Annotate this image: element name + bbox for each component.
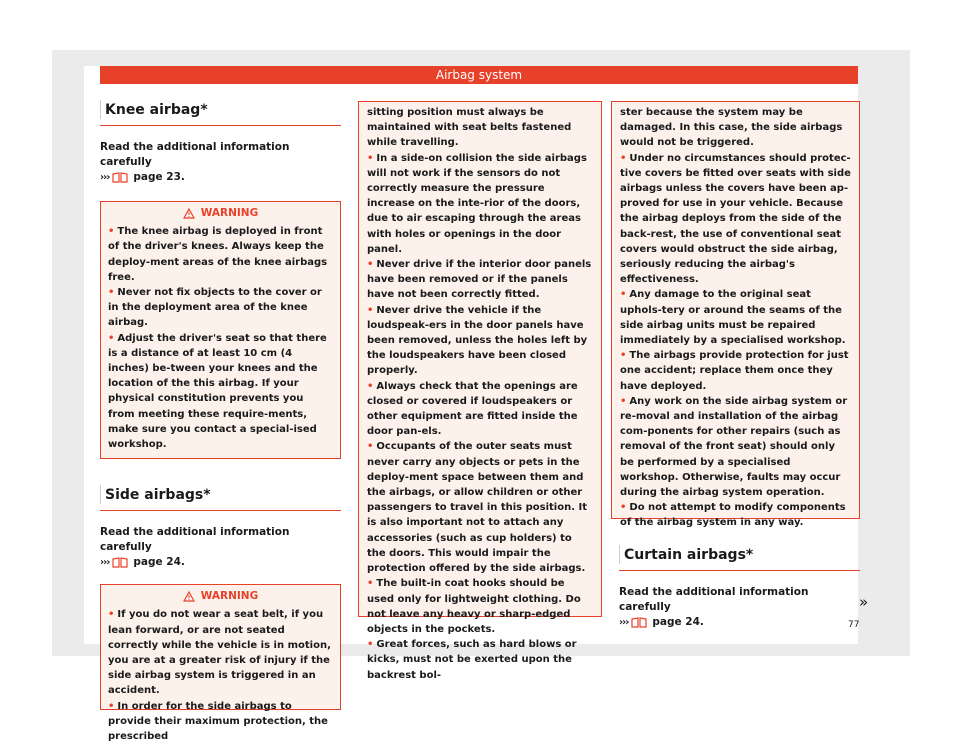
book-icon [631,617,647,628]
warning-bullet: • The built-in coat hooks should be used only for lightweight clothing. Do not leave any heavy or sharp-edged objects in the pockets. [367,578,581,635]
warning-bullet: • Any work on the side airbag system or re-moval and installation of the airbag com-ponents for other repairs (such as removal of the front seat) should only be performed by a specialised workshop. Otherwise, faults may occur during the airbag system operation. [620,395,848,499]
bullet-icon: • [367,639,374,651]
curtain-section [619,545,860,630]
continuation-text: sitting position must always be maintained with seat belts fastened while travelling. [367,107,572,149]
read-more-text: Read the additional information carefully [619,586,809,613]
bullet-icon: • [367,152,374,164]
warning-bullet: • Always check that the openings are closed or covered if loudspeakers or other equipment are fitted inside the door pan-els. [367,380,578,438]
curtain-title-block [619,545,860,571]
reference-arrows: ››› [619,617,629,628]
warning-bullet: • Under no circumstances should protec-tive covers be fitted over seats with side airbags unless the covers have been ap-proved for use in your vehicle. Because the airbag deploys from the side of the back-rest, the use of conventional seat covers would obstruct the side airbag, seriously reducing the airbag's effectiveness. [620,152,851,286]
warning-label: WARNING [200,590,259,603]
warning-bullet: • If you do not wear a seat belt, if you lean forward, or are not seated correctly while the vehicle is in motion, you are at a greater risk of injury if the side airbag system is triggered in an accident. [108,609,331,697]
bullet-icon: • [367,380,374,392]
curtain-read-more [619,585,860,630]
section-title-curtain: Curtain airbags* [624,547,754,563]
read-more-text: Read the additional information carefully [100,141,290,168]
page-reference[interactable] [100,170,341,185]
section-title-side: Side airbags* [105,487,211,504]
warning-bullet: • Occupants of the outer seats must never carry any objects or pets in the deploy-ment space between them and the airbags, or allow children or other passengers to travel in this position. It is also important not to attach any accessories (such as cup holders) to the doors. This would impair the protection offered by the side airbags. [367,441,587,575]
warning-header [108,589,333,604]
warning-bullet: • Never drive if the interior door panels have been removed or if the panels have not been correctly fitted. [367,259,592,301]
bullet-icon: • [108,287,115,299]
bullet-icon: • [108,226,115,238]
side-read-more [100,525,341,570]
page-number: 77 [848,620,860,630]
warning-bullet: • Never drive the vehicle if the loudspeak-ers in the door panels have been removed, unless the holes left by the loudspeakers have been closed properly. [367,304,588,377]
warning-bullet: • The airbags provide protection for just one accident; replace them once they have deployed. [620,350,849,392]
bullet-icon: • [108,332,115,344]
bullet-icon: • [620,152,627,164]
book-icon [112,557,128,568]
bullet-icon: • [108,609,115,621]
bullet-icon: • [620,395,627,407]
column-1 [100,100,341,743]
continue-mark: » [859,593,869,611]
warning-bullet: • Never not fix objects to the cover or in the deployment area of the knee airbag. [108,287,322,329]
warning-box-side-continued-2 [611,101,860,529]
page-reference[interactable] [100,555,341,570]
section-title-knee: Knee airbag* [105,102,208,118]
warning-triangle-icon [183,208,195,219]
warning-box-side [100,584,341,743]
bullet-icon: • [367,578,374,590]
warning-triangle-icon [183,591,195,602]
warning-bullet: • Do not attempt to modify components of the airbag system in any way. [620,502,846,529]
bullet-icon: • [367,441,374,453]
warning-bullet: • Adjust the driver's seat so that there is a distance of at least 10 cm (4 inches) be-tween your knees and the location of the this airbag. If your physical constitution prevents you from meeting these require-ments, make sure you contact a special-ised workshop. [108,332,327,451]
warning-bullet: • Any damage to the original seat uphols-tery or around the seams of the side airbag units must be repaired immediately by a specialised workshop. [620,289,846,347]
side-title-block [100,485,341,511]
warning-bullet: • In a side-on collision the side airbags will not work if the sensors do not correctly measure the pressure increase on the inte-rior of the doors, due to air escaping through the areas with holes or openings in the door panel. [367,152,587,255]
reference-arrows: ››› [100,172,110,183]
bullet-icon: • [367,259,374,271]
bullet-icon: • [108,700,115,712]
warning-bullet: • The knee airbag is deployed in front of the driver's knees. Always keep the deploy-ment areas of the knee airbags free. [108,226,328,283]
read-more-text: Read the additional information carefully [100,526,290,554]
warning-bullet: • In order for the side airbags to provide their maximum protection, the prescribed [108,700,328,743]
warning-label: WARNING [200,207,259,219]
knee-read-more [100,140,341,185]
header-bar: Airbag system [100,66,858,84]
reference-arrows: ››› [100,557,110,569]
bullet-icon: • [367,304,374,316]
knee-title-block [100,100,341,126]
reference-page[interactable]: page 24. [652,616,704,628]
book-icon [112,172,128,183]
reference-page[interactable]: page 24. [133,556,185,569]
bullet-icon: • [620,289,627,301]
warning-bullet: • Great forces, such as hard blows or kicks, must not be exerted upon the backrest bol- [367,639,577,681]
bullet-icon: • [620,502,627,514]
warning-header [108,206,333,221]
reference-page[interactable]: page 23. [133,171,185,183]
bullet-icon: • [620,350,627,362]
warning-box-knee [100,201,341,459]
page-reference[interactable] [619,615,860,630]
warning-box-side-continued [358,101,602,681]
continuation-text: ster because the system may be damaged. In this case, the side airbags would not be triggered. [620,107,843,149]
